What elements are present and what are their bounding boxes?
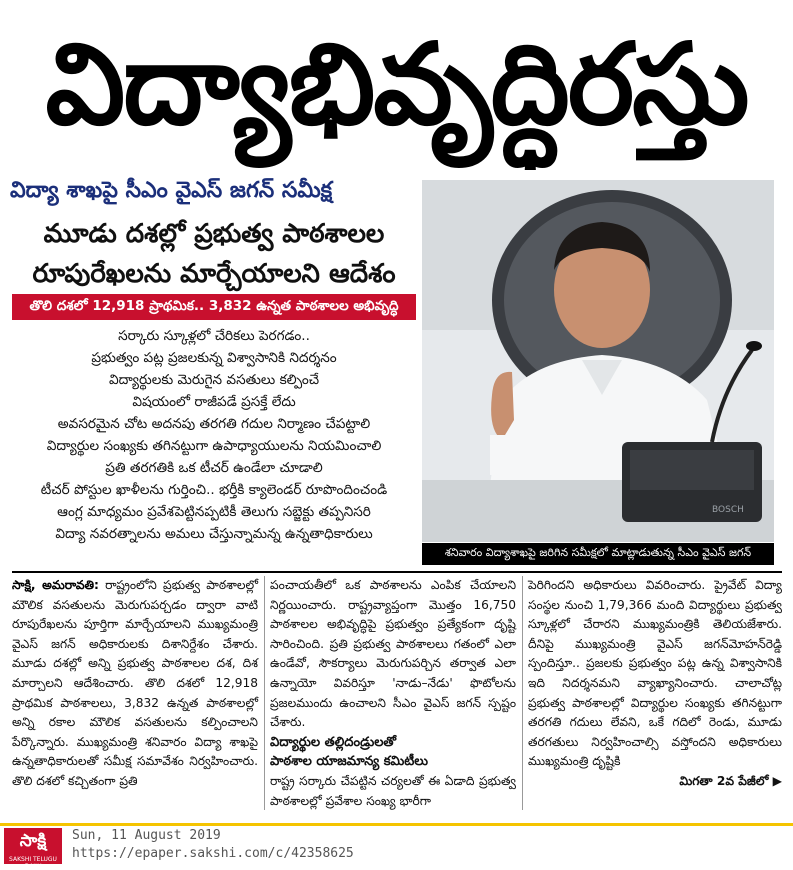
subhead-line-1: విద్యార్థుల తల్లిదండ్రులతో [270, 734, 397, 750]
article-column-3 [528, 576, 782, 792]
bullet-item: ప్రభుత్వం పట్ల ప్రజలకున్న విశ్వాసానికి నిదర్శనం [91, 350, 337, 366]
sakshi-logo: సాక్షి [4, 828, 62, 864]
bullet-item: విద్యా నవరత్నాలను అమలు చేస్తున్నామన్న ఉన్నతాధికారులు [55, 526, 373, 542]
continued-on-page-2[interactable]: మిగతా 2వ పేజీలో ▶ [679, 773, 782, 788]
bullet-item: సర్కారు స్కూళ్లలో చేరికలు పెరగడం.. [118, 328, 310, 344]
bullet-item: విద్యార్థుల సంఖ్యకు తగినట్టుగా ఉపాధ్యాయులను నియమించాలి [46, 438, 382, 454]
bullet-list [12, 325, 416, 545]
panel-brand-text: BOSCH [712, 505, 744, 515]
bullet-item: విషయంలో రాజీపడే ప్రసక్తే లేదు [132, 394, 296, 410]
subheadline-line-1: మూడు దశల్లో ప్రభుత్వ పాఠశాలల [43, 219, 385, 249]
article-column-1 [12, 576, 258, 792]
column-divider [264, 576, 265, 810]
column-divider [522, 576, 523, 810]
article-column-2 [270, 576, 516, 811]
subhead-line-2: పాఠశాల యాజమాన్య కమిటీలు [270, 754, 428, 770]
bullet-item: ప్రతి తరగతికి ఒక టీచర్‌ ఉండేలా చూడాలి [105, 460, 323, 476]
article-text: పంచాయతీలో ఒక పాఠశాలను ఎంపిక చేయాలని నిర్ణయించారు. రాష్ట్రవ్యాప్తంగా మొత్తం 16,750 పాఠశాలల అభివృద్ధిపై ప్రభుత్వం ప్రత్యేకంగా దృష్టి సారించింది. ప్రతి ప్రభుత్వ పాఠశాలలు గతంలో ఎలా ఉండేవో, సౌకర్యాలు మెరుగుపర్చిన తర్వాత ఎలా ఉన్నాయో వివరిస్తూ 'నాడు–నేడు' ఫొటోలను ప్రజలముందు ఉంచాలని సీఎం వైఎస్‌ జగన్‌ స్పష్టం చేశారు. [270, 578, 516, 730]
article-text: పెరిగిందని అధికారులు వివరించారు. ప్రైవేట్‌ విద్యా సంస్థల నుంచి 1,79,366 మంది విద్యార్థులు ప్రభుత్వ స్కూళ్లలో చేరారని ముఖ్యమంత్రికి తెలియజేశారు. దీనిపై ముఖ్యమంత్రి వైఎస్‌ జగన్‌మోహన్‌రెడ్డి స్పందిస్తూ.. ప్రజలకు ప్రభుత్వం పట్ల ఉన్న విశ్వాసానికి ఇది నిదర్శనమని వ్యాఖ్యానించారు. చాలాచోట్ల ప్రభుత్వ పాఠశాలల్లో విద్యార్థుల సంఖ్యకు తగినట్టుగా తరగతి గదులు లేవని, ఒకే గదిలో రెండు, మూడు తరగతులు నిర్వహించాల్సి వస్తోందని అధికారులు ముఖ్యమంత్రి దృష్టికి [528, 578, 782, 769]
bullet-item: టీచర్‌ పోస్టుల ఖాళీలను గుర్తించి.. భర్తీకి క్యాలెండర్‌ రూపొందించండి [40, 482, 388, 498]
article-text: రాష్ట్ర సర్కారు చేపట్టిన చర్యలతో ఈ ఏడాది ప్రభుత్వ పాఠశాలల్లో ప్రవేశాల సంఖ్య భారీగా [270, 773, 516, 808]
photo-illustration [422, 180, 774, 542]
kicker: విద్యా శాఖపై సీఎం వైఎస్‌ జగన్‌ సమీక్ష [10, 178, 333, 203]
sakshi-logo-subtext: SAKSHI TELUGU DAILY [9, 856, 57, 870]
photo-caption: శనివారం విద్యాశాఖపై జరిగిన సమీక్షలో మాట్లాడుతున్న సీఎం వైఎస్‌ జగన్‌ [422, 543, 774, 565]
subheadline [14, 214, 414, 294]
divider [12, 571, 782, 573]
red-banner: తొలి దశలో 12,918 ప్రాథమిక.. 3,832 ఉన్నత పాఠశాలల అభివృద్ధి [12, 294, 416, 320]
news-photo [422, 180, 774, 542]
bullet-item: విద్యార్థులకు మెరుగైన వసతులు కల్పించే [108, 372, 320, 388]
bullet-item: ఆంగ్ల మాధ్యమం ప్రవేశపెట్టినప్పటికీ తెలుగు సబ్జెక్టు తప్పనిసరి [57, 504, 371, 520]
article-text: రాష్ట్రంలోని ప్రభుత్వ పాఠశాలల్లో మౌలిక వసతులను మెరుగుపర్చడం ద్వారా వాటి రూపురేఖలను పూర్తిగా మార్చేయాలని ముఖ్యమంత్రి వైఎస్‌ జగన్‌ అధికారులకు దిశానిర్దేశం చేశారు. మూడు దశల్లో అన్ని ప్రభుత్వ పాఠశాలల దశ, దిశ మార్చాలని ఆదేశించారు. తొలి దశలో 12,918 ప్రాథమిక పాఠశాలలు, 3,832 ఉన్నత పాఠశాలల్లో అన్ని రకాల మౌలిక వసతులను కల్పించాలని పేర్కొన్నారు. ముఖ్యమంత్రి శనివారం విద్యా శాఖపై ఉన్నతాధికారులతో సమీక్ష సమావేశం నిర్వహించారు. తొలి దశలో కచ్చితంగా ప్రతి [12, 578, 259, 788]
epaper-url[interactable]: https://epaper.sakshi.com/c/42358625 [72, 846, 354, 861]
subheadline-line-2: రూపురేఖలను మార్చేయాలని ఆదేశం [32, 259, 396, 289]
edition-date: Sun, 11 August 2019 [72, 828, 221, 843]
bullet-item: అవసరమైన చోట అదనపు తరగతి గదుల నిర్మాణం చేపట్టాలి [57, 416, 371, 432]
footer-accent [0, 823, 793, 826]
dateline: సాక్షి, అమరావతి: [12, 578, 99, 592]
headline: విద్యాభివృద్ధిరస్తు [45, 20, 748, 150]
